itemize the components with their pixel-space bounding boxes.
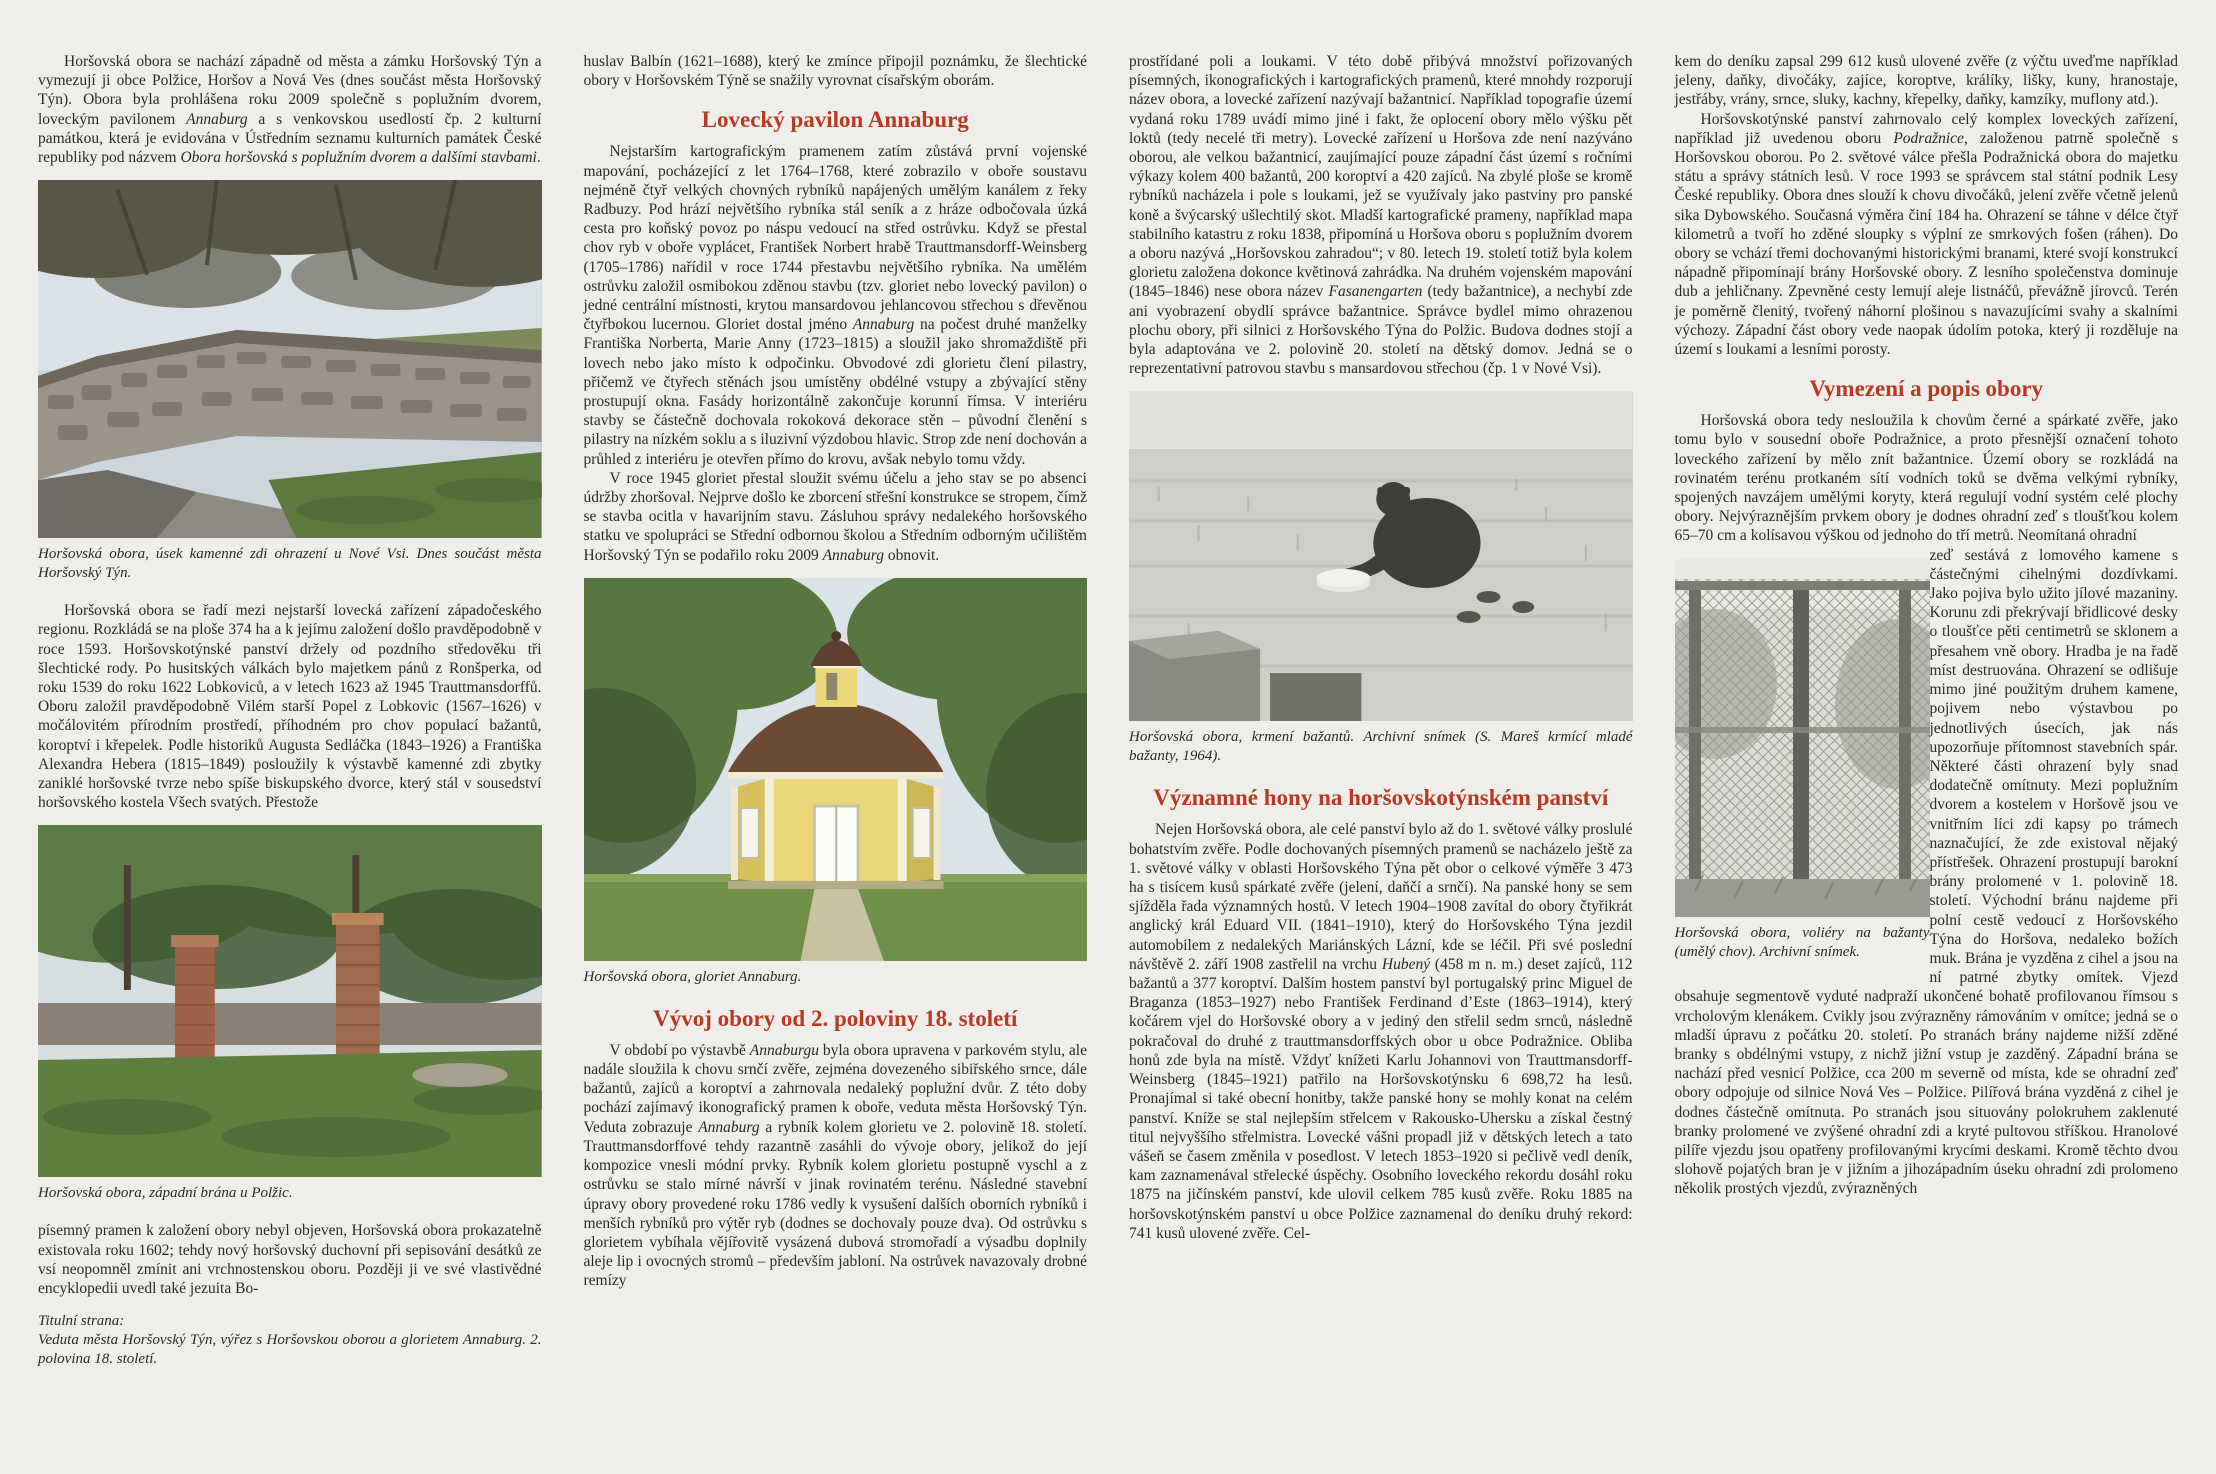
text-run: Horšovskotýnské panství zahrnovalo celý komplex loveckých zařízení, například již uvedenou oboru (1674, 110, 2178, 147)
text-run: V období po výstavbě (609, 1041, 750, 1059)
paragraph-hunts (1129, 820, 1633, 1242)
paragraph-description-a: Horšovská obora tedy nesloužila k chovům černé a spárkaté zvěře, jako tomu bylo v sousední oboře Podražnice, a proto přesnější označení tohoto loveckého zařízení by mělo znít bažantnice. Území obory se rozkládá na rovinatém terénu protkaném sítí vodních toků se dvěma velkými rybníky, spojených navzájem umělými koryty, která regulují vodní systém celé plochy obory. Nejvýraznějším prvkem obory je dodnes ohradní zeď s tloušťkou kolem 65–70 cm a kolísavou výškou od jednoho do tří metrů. Neomítaná ohradní (1674, 412, 2178, 545)
photo-feeding-pheasants (1129, 391, 1633, 721)
photo-stone-wall (38, 180, 542, 538)
feeding-pheasants-illustration (1129, 391, 1633, 721)
paragraph-pavilion-2 (584, 469, 1088, 565)
aviary-illustration (1675, 559, 1930, 917)
text-run: prostřídané poli a loukami. V této době přibývá množství pořizovaných písemných, ikonografických i kartografických pramenů, které mnohdy rozporují název obora, a lovecké zařízení nazývají bažantnicí. Například topografie území vydaná roku 1789 uvádí mimo jiné i fakt, že oplocení obory mělo výšku pět loktů (tedy necelé tři metry). Lovecké zařízení u Horšova zde není nazýváno oborou, ale velkou bažantnicí, zaujímající pouze západní část území s ročními výkazy kolem 400 bažantů, 200 koroptví a 420 zajíců. Na zbylé ploše se kromě rybníků nacházela i pole s loukami, jež se využívaly jako pastviny pro panské koně a švýcarský ušlechtilý skot. Mladší kartografické prameny, například mapa stabilního katastru z roku 1838, připomíná u Horšova oboru s poplužním dvorem a oboru nazývá „Horšovskou zahradou“; v 80. letech 19. století totiž byla kolem glorietu založena dokonce květinová zahrádka. Na druhém vojenském mapování (1845–1846) nese obora název (1129, 53, 1633, 301)
paragraph-balbin: huslav Balbín (1621–1688), který ke zmínce připojil poznámku, že šlechtické obory v Horšovském Týně se snažily vyrovnat císařským oborám. (583, 53, 1087, 90)
italic-annaburg: Annaburg (698, 1118, 760, 1136)
caption-feeding-pheasants: Horšovská obora, krmení bažantů. Archivní snímek (S. Mareš krmící mladé bažanty, 1964). (1129, 729, 1633, 765)
text-run: (tedy bažantnice), a nechybí zde ani vyobrazení obydlí správce bažantnice. Správce bydlel mimo ohrazenou plochu obory, při silnici z Horšovského Týna do Polžic. Budova dodnes stojí a byla adaptována ve 2. polovině 20. století na dětský domov. Jedná se o reprezentativní patrovou stavbu s mansardovou střechou (čp. 1 v Nové Vsi). (1129, 283, 1633, 378)
west-gate-illustration (38, 825, 542, 1177)
italic-annaburgu: Annaburgu (749, 1041, 819, 1059)
paragraph-description-b: zeď sestává z lomového kamene s částečnými cihelnými dozdívkami. Jako pojiva bylo užito jílové mazaniny. Korunu zdi překrývají břidlicové desky o tloušťce pěti centimetrů se sklonem a přesahem vně obory. Hradba je na řadě míst destruována. Ohrazení se odlišuje mimo jiné použitým druhem kamene, pojivem nebo výstavbou po jednotlivých úsecích, jak nás upozorňuje přítomnost stavebních spár. Některé části ohrazení byly snad dodatečně omítnuty. Mezi poplužním dvorem a kostelem v Horšově jsou ve vnitřním líci zdi kapsy po trámech naznačující, že zde existoval nějaký přístřešek. Ohrazení prostupují barokní brány prolomené v 1. polovině 18. století. Východní bránu najdeme při polní cestě vedoucí z Horšovského Týna do Horšova, nedaleko božích muk. Brána je vyzděna z cihel a jsou na ní patrné zbytky omítek. Vjezd obsahuje segmentově vyduté nadpraží ukončené bohatě profilovanou římsou s vrcholovým klenákem. Cvikly jsou zvýrazněny rámováním v omítce; jedná se o mladší úpravu z počátku 20. století. Po stranách brány najdeme nižší zděné branky s obdélnými vstupy, z nichž jižní vstup je zazděný. Západní brána se nachází před vesnicí Polžice, cca 200 m severně od místa, kde se ohradní zeď obory odpojuje od silnice Nová Ves – Polžice. Pilířová brána vyzděná z cihel je dodnes částečně omítnuta. Po stranách jsou situovány polokruhem zaklenuté branky prolomené ve zvýšené ohradní zdi a kryté pultovou stříškou. Hranolové pilíře vjezdu jsou opatřeny profilovanými krycími deskami. Kromě těchto dvou slohově pojatých bran je v jižním a jihozápadním úseku ohradní zdi prolomeno několik prostých vjezdů, zvýrazněných (1674, 546, 2178, 1198)
italic-podraznice: Podražnice (1893, 129, 1964, 147)
italic-annaburg: Annaburg (822, 546, 885, 564)
section-heading-vyvoj-obory: Vývoj obory od 2. poloviny 18. století (653, 1005, 1018, 1031)
column-2 (584, 52, 1088, 1428)
paragraph-history-continued: písemný pramen k založení obory nebyl objeven, Horšovská obora prokazatelně existovala roku 1602; tehdy nový horšovský duchovní při sepisování desátků ze vsí neopomněl zmínit ani vrchnostenskou oboru. Později ji ve své vlastivědné encyklopedii uvedl také jezuita Bo- (38, 1222, 542, 1298)
italic-fasanengarten: Fasanengarten (1328, 283, 1423, 301)
text-run: Nejen Horšovská obora, ale celé panství bylo až do 1. světové války proslulé bohatstvím zvěře. Podle dochovaných písemných pramenů se nacházelo ještě za 1. světové války v oblasti Horšovského Týna pět obor o celkové výměře 3 473 ha s tisícem kusů spárkaté zvěře (jelení, daňčí a srnčí). Na panské hony se sem sjížděla řada významných hostů. V letech 1904–1908 zavítal do obory čtyřikrát anglický král Eduard VII. (1841–1910), který do Horšovského Týna jezdil automobilem z nedalekých Mariánských Lázní, kde se léčil. Při své poslední návštěvě 2. září 1908 zastřelil na vrchu (1129, 821, 1633, 973)
column-1 (38, 52, 542, 1428)
figure-west-gate (38, 825, 542, 1203)
caption-gloriet: Horšovská obora, gloriet Annaburg. (583, 968, 802, 985)
section-heading-lovecky-pavilon: Lovecký pavilon Annaburg (701, 107, 969, 133)
photo-gloriet-annaburg (584, 578, 1088, 961)
paragraph-intro (38, 52, 542, 167)
paragraph-podraznice (1675, 110, 2179, 360)
figure-aviary (1675, 559, 1930, 962)
text-run: Nejstarším kartografickým pramenem zatím zůstává první vojenské mapování, pocházející z let 1764–1768, které zobrazilo v oboře soustavu nejméně čtyř velkých chovných rybníků napájených umělým kanálem z řeky Radbuzy. Pod hrází největšího rybníka stál seník a z hráze odbočovala úzká cesta pro koňský povoz po náspu vedoucí na střed ostrůvku. Když se přestal chov ryb v oboře vyplácet, František Norbert hrabě Trauttmansdorff-Weinsberg (1705–1786) nařídil v roce 1744 přestavbu největšího rybníka. Na umělém ostrůvku založil osmibokou zděnou stavbu (tzv. gloriet nebo lovecký pavilon) o jedné centrální místnosti, krytou mansardovou jehlancovou střechou s dřevěnou čtyřbokou lucernou. Gloriet dostal jméno (583, 143, 1087, 334)
photo-aviary (1675, 559, 1930, 917)
paragraph-pavilion-1 (584, 142, 1088, 468)
text-run: , založenou patrně společně s Horšovskou oborou. Po 2. světové válce přešla Podražnická obora do majetku státu a správy státních lesů. V roce 1993 se správcem stal státní podnik Lesy České republiky. Obora dnes slouží k chovu divočáků, jelení zvěře včetně jelenů sika Dybowského. Současná výměra činí 184 ha. Ohrazení se táhne v délce čtyř kilometrů a tvoří ho zděné sloupky s výplní ze smrkových fošen (ráhen). Do obory se vchází třemi dochovanými historickými branami, které svojí konstrukcí nápadně připomínají brány Horšovské obory. Z lesního společenstva dominuje dub a jehličnany. Zpevněné cesty lemují aleje listnáčů, převážně jírovců. Terén je poměrně členitý, tvořený náhorní plošinou s navazujícími svahy a skalními výchozy. Západní část obory vede naopak údolím potoka, který ji rozděluje na území s loukami a lesními porosty. (1674, 129, 2178, 359)
figure-stone-wall (38, 180, 542, 583)
section-heading-vyznamne-hony: Významné hony na horšovskotýnském panství (1153, 785, 1609, 811)
text-run: (458 m n. m.) deset zajíců, 112 bažantů a 377 koroptví. Dalším hostem panství byl portugalský princ Miguel de Braganza (1853–1927) nebo František Ferdinand d’Este (1863–1914), který kočárem vjel do Horšovské obory a v jediný den střelil sedm srnců, následně pokračoval do druhé z trauttmansdorffských obor u obce Podražnice. Obliba honů zde byla na místě. Vždyť knížeti Karlu Johannovi von Trauttmansdorff-Weinsberg (1845–1921) patřilo na Horšovskotýnsku 6 698,72 ha lesů. Pronajímal si také obecní honitby, takže panské hony se mohly konat na celém panství. Kníže se stal nejlepším střelcem v Rakousko-Uhersku a získal čestný titul nejvyššího střelmistra. Lovecké vášni propadl již v dětských letech a tato vášeň se časem změnila v posedlost. V letech 1853–1920 si pečlivě vedl deník, kam zaznamenával střelecké úspěchy. Osobního loveckého rekordu dosáhl roku 1875 na jičínském panství, kde ulovil celkem 785 kusů zvěře. Roku 1885 na horšovskotýnském panství u obce Polžice zaznamenal do deníku druhý rekord: 741 kusů ulovené zvěře. Cel- (1129, 955, 1633, 1242)
text-run: byla obora upravena v parkovém stylu, ale nadále sloužila k chovu srnčí zvěře, zejména dovezeného sibiřského srnce, dále bažantů, zajíců a koroptví a zahrnovala nedaleký poplužní dvůr. Z této doby pochází zajímavý ikonografický pramen k oboře, veduta města Horšovský Týn. Veduta zobrazuje (583, 1041, 1087, 1136)
column-3 (1129, 52, 1633, 1428)
paragraph-development (584, 1041, 1088, 1291)
text-run: a rybník kolem glorietu ve 2. polovině 18. století. Trauttmansdorffové tehdy razantně zasáhli do vývoje obory, jelikož do její kompozice vnesli módní prvky. Rybník kolem glorietu postupně vyschl a z ostrůvku se stalo mírné návrší v jinak rovinatém terénu. Následné stavební úpravy obory provedené roku 1786 vedly k vysušení dalších oborních rybníků i menších rybníků pro výtěr ryb (dodnes se dochovaly pouze dva). Od ostrůvku s glorietem vybíhala vějířovitě vysázená dubová stromořadí a výsadbu doplnily aleje lip i ovocných stromů – především jabloní. Na ostrůvek navazovaly drobné remízy (583, 1118, 1088, 1290)
figure-gloriet (584, 578, 1088, 987)
paragraph-history: Horšovská obora se řadí mezi nejstarší lovecká zařízení západočeského regionu. Rozkládá se na ploše 374 ha a k jejímu založení došlo pravděpodobně v roce 1593. Horšovskotýnské panství držely od pozdního středověku tři šlechtické rody. Po husitských válkách bylo majetkem pánů z Ronšperka, od roku 1539 do roku 1622 Lobkoviců, a v letech 1623 až 1945 Trauttmansdorffů. Oboru založil pravděpodobně Vilém starší Popel z Lobkovic (1567–1626) v močálovitém přírodním prostředí, příhodném pro chov populací bažantů, koroptví i křepelek. Podle historiků Augusta Sedláčka (1843–1926) a Františka Alexandra Hebera (1815–1849) posloužily k výstavbě kamenné zdi zbytky zaniklé horšovské tvrze nebo spíše biskupského dvorce, který stál v sousedství horšovského kostela Všech svatých. Přestože (38, 602, 542, 812)
gloriet-illustration (584, 578, 1088, 961)
text-run: na počest druhé manželky Františka Norberta, Marie Anny (1723–1815) a sloužil jako shromaždiště při lovech nebo jako místo k odpočinku. Obvodové zdi glorietu člení pilastry, přičemž ve čtyřech stěnách jsou umístěny obdélné vstupy a zbývající stěny prostupují okna. Fasády horizontálně zakončuje korunní římsa. V interiéru stavby se částečně dochovala rokoková dekorace stěn – původní členění s pilastry na nízkém soklu a s iluzivní výzdobou hlavic. Strop zde není dochován a průhled z interiéru je otevřen přímo do krovu, avšak nebylo tomu vždy. (583, 316, 1087, 468)
text-run: . (536, 149, 541, 167)
column-4 (1675, 52, 2179, 1428)
stone-wall-illustration (38, 180, 542, 538)
text-run: Horšovská obora se nachází západně od města a zámku Horšovský Týn a vymezují ji obce Polžice, Horšov a Nová Ves (dnes součást města Horšovský Týn). Obora byla prohlášena roku 2009 společně s poplužním dvorem, loveckým pavilonem (38, 53, 542, 128)
italic-monument-name: Obora horšovská s poplužním dvorem a dalšími stavbami (180, 149, 537, 167)
text-run: obnovit. (884, 546, 940, 564)
italic-annaburg: Annaburg (852, 316, 915, 334)
caption-aviary: Horšovská obora, voliéry na bažanty (umělý chov). Archivní snímek. (1674, 924, 1930, 960)
caption-stone-wall: Horšovská obora, úsek kamenné zdi ohrazení u Nové Vsi. Dnes součást města Horšovský Týn. (38, 546, 542, 582)
caption-west-gate: Horšovská obora, západní brána u Polžic. (38, 1185, 293, 1202)
figure-feeding-pheasants (1129, 391, 1633, 766)
photo-west-gate (38, 825, 542, 1177)
text-run: a s venkovskou usedlostí čp. 2 kulturní památkou, která je evidována v Ústředním seznamu kulturních památek České republiky pod názvem (38, 110, 542, 167)
paragraph-sources (1129, 52, 1633, 378)
front-page-label: Titulní strana: (38, 1313, 125, 1330)
front-page-note: Veduta města Horšovský Týn, výřez s Horšovskou oborou a glorietem Annaburg. 2. polovina 18. století. (38, 1332, 542, 1368)
paragraph-diary-totals: kem do deníku zapsal 299 612 kusů ulovené zvěře (z výčtu uveďme například jeleny, daňky, divočáky, zajíce, koroptve, králíky, lišky, kuny, hranostaje, jestřáby, vrány, srnce, sluky, kachny, křepelky, daňky, kamzíky, muflony atd.). (1674, 53, 2178, 109)
section-heading-vymezeni: Vymezení a popis obory (1809, 376, 2044, 402)
italic-annaburg: Annaburg (186, 110, 248, 128)
italic-hubeny: Hubený (1381, 955, 1431, 973)
text-run: V roce 1945 gloriet přestal sloužit svému účelu a jeho stav se po absenci údržby zhoršoval. Nejprve došlo ke zborcení střešní konstrukce se stropem, čímž se stavba ocitla v havarijním stavu. Zásluhou správy nedalekého horšovského statku ve spolupráci se Střední odbornou školou a Středním odborným učilištěm Horšovský Týn se podařilo roku 2009 (583, 469, 1087, 564)
